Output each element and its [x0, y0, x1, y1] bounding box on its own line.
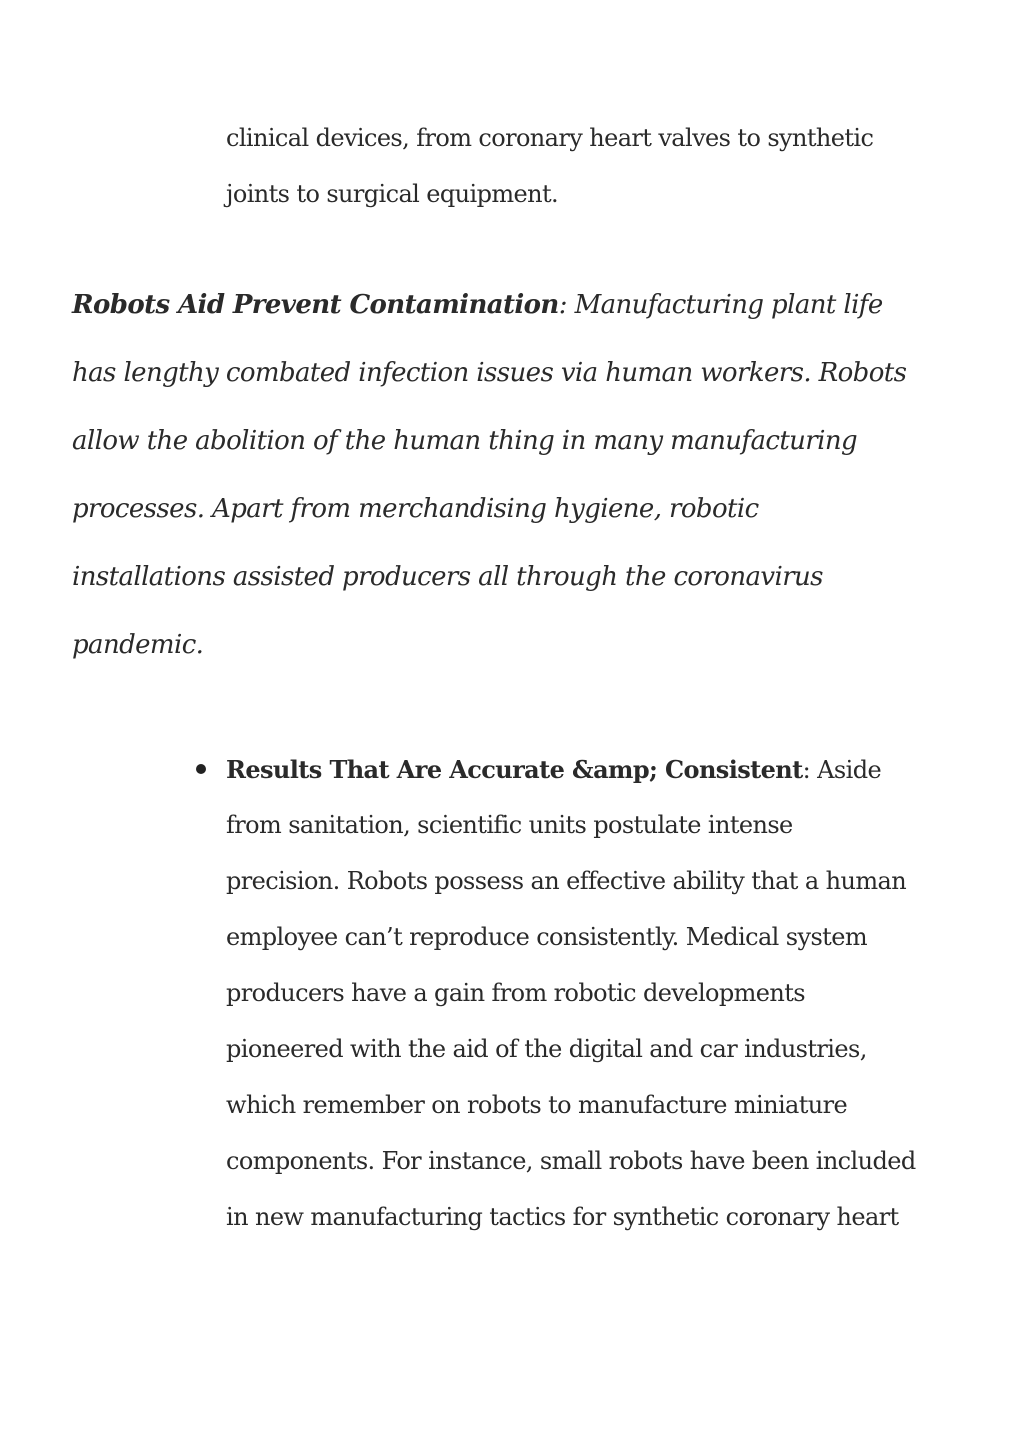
text-line: pandemic.	[72, 630, 204, 660]
text-line: pioneered with the aid of the digital and car industries,	[226, 1035, 867, 1063]
text-line: clinical devices, from coronary heart valves to synthetic	[226, 124, 874, 152]
text-line: from sanitation, scientific units postulate intense	[226, 811, 793, 839]
text-line	[226, 755, 881, 784]
text-line: has lengthy combated infection issues via human workers. Robots	[72, 358, 907, 388]
text-line: processes. Apart from merchandising hygiene, robotic	[72, 494, 759, 524]
list-item-heading: Results That Are Accurate &amp; Consistent	[226, 755, 803, 784]
text-line: producers have a gain from robotic developments	[226, 979, 806, 1007]
heading-separator: :	[558, 290, 567, 320]
paragraph-heading: Robots Aid Prevent Contamination	[72, 290, 559, 320]
heading-separator: :	[802, 756, 811, 784]
text-line	[72, 290, 883, 320]
text-line: in new manufacturing tactics for synthetic coronary heart	[226, 1203, 899, 1231]
text-line: which remember on robots to manufacture miniature	[226, 1091, 848, 1119]
text-line: installations assisted producers all through the coronavirus	[72, 562, 823, 592]
text-line: allow the abolition of the human thing in many manufacturing	[72, 426, 858, 456]
bullet-icon	[196, 764, 206, 774]
text-fragment: Aside	[810, 756, 882, 784]
text-line: joints to surgical equipment.	[226, 180, 559, 208]
text-fragment: Manufacturing plant life	[566, 290, 883, 320]
text-line: components. For instance, small robots have been included	[226, 1147, 916, 1175]
text-line: precision. Robots possess an effective ability that a human	[226, 867, 907, 895]
text-line: employee can’t reproduce consistently. Medical system	[226, 923, 867, 951]
